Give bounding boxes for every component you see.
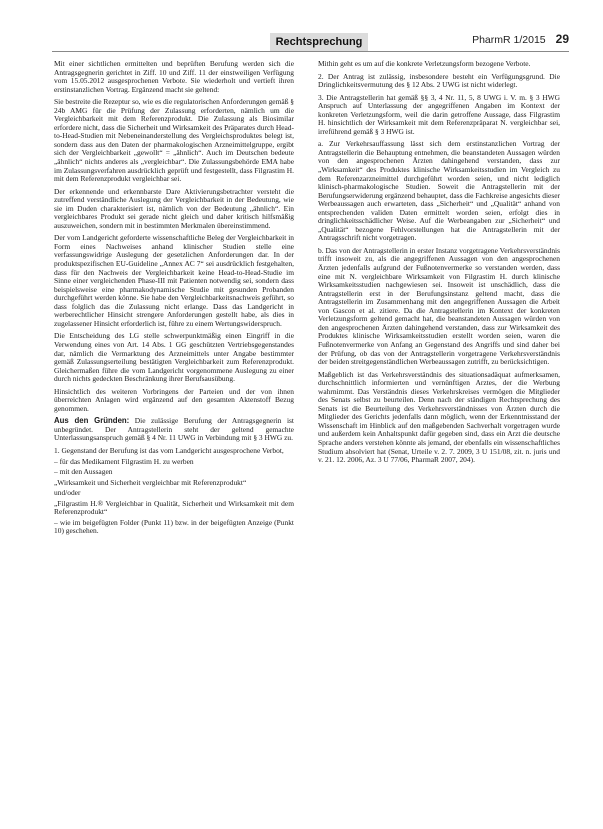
header-divider	[52, 51, 569, 52]
paragraph: Der erkennende und erkennbarste Dare Aktivierungsbetrachter versteht die zutreffend verständliche Auslegung der Vergleichbarkeit in der Bedeutung, wie sie im Duden charakterisiert ist, nämlich von der Bedeutung „ähnlich“. Ein vergleichbares Produkt sei gerade nicht gleich und daher kritisch hilfsmäßig auszuweichen, sondern mit in bestimmten Merkmalen übereinstimmend.	[54, 186, 294, 230]
paragraph-reasons: Aus den Gründen: Die zulässige Berufung der Antragsgegnerin ist unbegründet. Der Antragstellerin steht der geltend gemachte Unterlassungsanspruch gemäß § 4 Nr. 11 UWG in Verbindung mit § 3 HWG zu.	[54, 416, 294, 443]
journal-issue: PharmR 1/2015	[472, 34, 546, 46]
paragraph: 1. Gegenstand der Berufung ist das vom Landgericht ausgesprochene Verbot,	[54, 445, 284, 455]
paragraph: Die Entscheidung des LG stelle schwerpunktmäßig einen Eingriff in die Verwendung eines von Art. 14 Abs. 1 GG geschützten Vertriebsgegenstandes dar, nämlich die Vermarktung des Arzneimittels unter Angabe bestimmter gemäß Zulassungserteilung bestätigten Vergleichbarkeit zum Referenzprodukt. Gleichermaßen führe die vom Landgericht vorgenommene Auslegung zu einer durch nichts gedeckten Beschränkung ihrer Berufsausübung.	[54, 331, 294, 384]
paragraph: Mithin geht es um auf die konkrete Verletzungsform bezogene Verbote.	[318, 60, 531, 68]
paragraph: a. Zur Verkehrsauffassung lässt sich dem erstinstanzlichen Vortrag der Antragstellerin die Behauptung entnehmen, die beanstandeten Aussagen würden von den angesprochenen Ärzten dahingehend verstanden, dass zur „Wirksamkeit“ des Produktes klinische Wirksamkeitsstudien im Vergleich zu dem Referenzarzneimittel durchgeführt worden seien, und nicht lediglich klinisch-pharmakologische Studien. Soweit die Antragstellerin mit der Berufungserwiderung ergänzend behauptet, dass die Fachkreise angesichts dieser Werbeaussagen auch erwarteten, dass „Sicherheit“ und „Qualität“ anhand von entsprechenden validen Daten ermittelt worden seien, erfolgt dies in dringlichkeitsschädlicher Weise. Auf die Werbeangaben zur „Sicherheit“ und „Qualität“ bezogene Fehlvorstellungen hat die Antragstellerin mit der Antragsschrift nicht vorgetragen.	[318, 139, 560, 243]
list-item: – wie im beigefügten Folder (Punkt 11) bzw. in der beigefügten Anzeige (Punkt 10) geschehen.	[54, 517, 294, 536]
list-item: – für das Medikament Filgrastim H. zu werben	[54, 456, 194, 466]
paragraph: b. Das von der Antragstellerin in erster Instanz vorgetragene Verkehrsverständnis trifft insoweit zu, als die angegriffenen Aussagen von den angesprochenen Ärzten jedenfalls aufgrund der Fußnotenvermerke so verstanden werden, dass eine mit N. vergleichbare Wirksamkeit von Filgrastim H. durch klinische Wirksamkeitsstudien nachgewiesen sei. Insoweit ist unschädlich, dass die Antragstellerin erst in der Berufungsinstanz geltend macht, dass die Antragstellerin im Zusammenhang mit den angegriffenen Aussagen die Arbeit von Gascon et al. zitiere. Da die Antragstellerin im Kontext der konkreten Verletzungsform geltend gemacht hat, die beanstandeten Aussagen würden von den angesprochenen Ärzten dahingehend verstanden, dass zur Wirksamkeit des Produktes klinische Wirksamkeitsstudien erstellt worden seien, waren die Fußnotenvermerke von Anfang an Gegenstand des Angriffs und sind daher bei der Prüfung, ob das von der Antragstellerin vorgetragene Verkehrsverständnis der beiden streitgegenständlichen Werbeaussagen zutrifft, zu berücksichtigen.	[318, 245, 560, 367]
journal-header	[472, 32, 569, 46]
quoted-claim: „Wirksamkeit und Sicherheit vergleichbar mit Referenzprodukt“	[54, 477, 247, 487]
paragraph: Sie bestreite die Rezeptur so, wie es die regulatorischen Anforderungen gemäß § 24b AMG für die Prüfung der Zulassung erforderten, nämlich um die Vergleichbarkeit mit dem Referenzprodukt. Die Zulassung als Biosimilar erfordere nicht, dass die Sicherheit und Wirksamkeit des Präparates durch Head-to-Head-Studien mit Nebeneinanderstellung des Vergleichsproduktes belegt ist, sondern dass aus den Daten der pharmakologischen Arzneimittelgruppe, ergibt sich der Vergleichbarkeit „gewollt“ = „ähnlich“. Auch im Deutschen bedeute „ähnlich“ nichts anderes als „vergleichbar“. Die Zulassungsbehörde EMA habe im Zulassungsverfahren ausdrücklich geprüft und festgestellt, dass Filgrastim H. mit dem Referenzprodukt vergleichbar sei.	[54, 97, 294, 184]
section-title: Rechtsprechung	[270, 33, 368, 52]
paragraph: Hinsichtlich des weiteren Vorbringens der Parteien und der von ihnen überreichten Anlagen wird ergänzend auf den gesamten Aktenstoff Bezug genommen.	[54, 386, 294, 413]
list-item: – mit den Aussagen	[54, 467, 113, 477]
paragraph: Mit einer sichtlichen ermittelten und beprüften Berufung werden sich die Antragsgegnerin gerichtet in Ziff. 10 und Ziff. 11 der einstweiligen Verfügung vom 15.05.2012 ausgesprochenen Verbote. Sie wiederholt und vertieft ihren erstinstanzlichen Vortrag. Ergänzend macht sie geltend:	[54, 60, 294, 94]
reasons-lead: Aus den Gründen:	[54, 416, 130, 426]
connector-text: und/oder	[54, 488, 81, 498]
paragraph: 2. Der Antrag ist zulässig, insbesondere besteht ein Verfügungsgrund. Die Dringlichkeitsvermutung des § 12 Abs. 2 UWG ist nicht widerlegt.	[318, 71, 560, 90]
quoted-claim: „Filgrastim H.® Vergleichbar in Qualität, Sicherheit und Wirksamkeit mit dem Referenzprodukt“	[54, 498, 294, 517]
paragraph: 3. Die Antragstellerin hat gemäß §§ 3, 4 Nr. 11, 5, 8 UWG i. V. m. § 3 HWG Anspruch auf Unterlassung der angegriffenen Angaben im Kontext der konkreten Verletzungsform, weil die darin getroffene Aussage, dass Filgrastim H. hinsichtlich der Wirksamkeit mit dem Referenzpräparat N. vergleichbar sei, irreführend gemäß § 3 HWG ist.	[318, 92, 560, 136]
left-column	[54, 60, 294, 820]
right-column	[318, 60, 560, 820]
paragraph: Der vom Landgericht geforderte wissenschaftliche Beleg der Vergleichbarkeit in Form eines Nachweises anhand klinischer Studien stelle eine verfassungswidrige Auslegung der gesetzlichen Anforderungen dar. In der produktspezifischen EU-Guideline „Annex AC 7“ sei ausdrücklich festgehalten, dass für den Nachweis der Vergleichbarkeit keine Head-to-Head-Studie im Sinne einer vergleichenden Phase-III mit Patienten notwendig sei, sondern dass beispielsweise eine pharmakodynamische Studie mit gesunden Probanden durchgeführt werden könne. Sie habe den Vergleichbarkeitsnachweis geführt, so dass folglich das die Zulassung nicht erlange. Dass das Landgericht in werberechtlicher Hinsicht strengere Anforderungen gestellt habe, als dies in zugelassener Hinsicht erforderlich ist, führe zu einem Wertungswiderspruch.	[54, 233, 294, 328]
page-number: 29	[555, 32, 569, 46]
paragraph: Maßgeblich ist das Verkehrsverständnis des situationsadäquat aufmerksamen, durchschnittlich informierten und vernünftigen Arztes, der die Werbung wahrnimmt. Das Verständnis dieses Verkehrskreises vermögen die Mitglieder des Senats selbst zu beurteilen. Denn nach der ständigen Rechtsprechung des Senats ist die Beurteilung des Verkehrsverständnisses von Ärzten durch die Mitglieder des Gerichts jedenfalls dann möglich, wenn der Erkenntnisstand der Wissenschaft im Hinblick auf den maßgebenden Sachverhalt vorgetragen wurde und außerdem kein Anhaltspunkt dafür gegeben sind, dass ein Arzt die deutsche Sprache anders verstehen könnte als jemand, der ebenfalls ein wissenschaftliches Studium absolviert hat (Senat, Urteile v. 2. 7. 2009, 3 U 151/08, zit. n. juris und v. 21. 12. 2006, Az. 3 U 77/06, PharmaR 2007, 204).	[318, 369, 560, 465]
